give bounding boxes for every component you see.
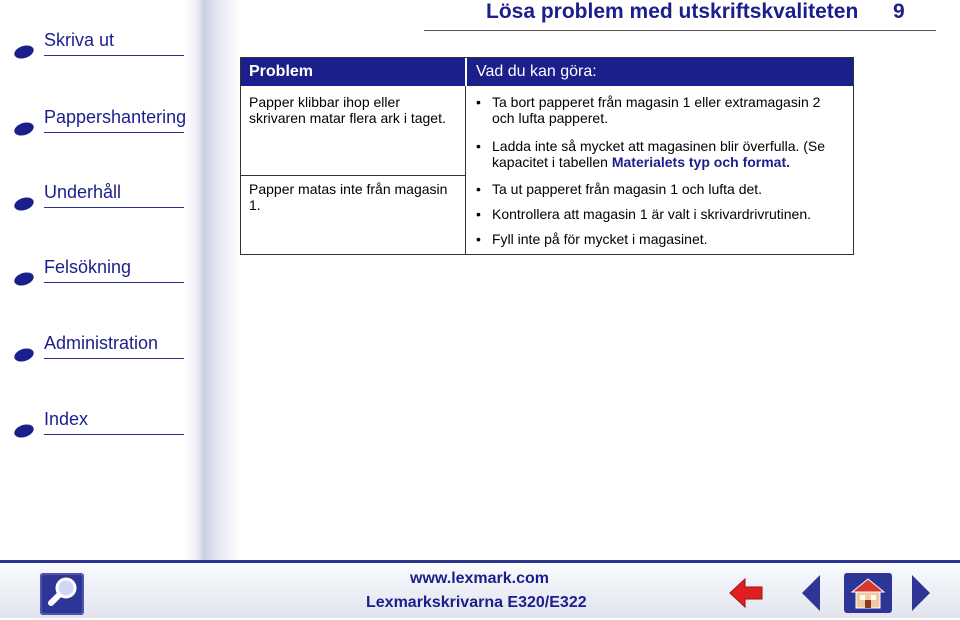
divider xyxy=(44,207,184,208)
action-item xyxy=(492,138,852,170)
troubleshooting-table xyxy=(240,57,854,255)
action-item: • Ta ut papperet från magasin 1 och lufta det. xyxy=(492,181,837,197)
bullet-icon xyxy=(13,422,36,440)
sidebar-item-pappershantering[interactable] xyxy=(14,107,187,147)
sidebar-item-label: Administration xyxy=(44,333,159,353)
divider xyxy=(44,434,184,435)
sidebar-item-label: Skriva ut xyxy=(44,30,115,50)
footer-model: Lexmarkskrivarna E320/E322 xyxy=(366,594,587,611)
next-page-icon xyxy=(910,573,932,613)
action-text: Ladda inte så mycket att magasinen blir överfulla. (Se kapacitet i tabellen xyxy=(492,138,826,170)
sidebar xyxy=(0,0,240,560)
search-button[interactable] xyxy=(40,573,84,615)
action-item: • Ta bort papperet från magasin 1 eller extramagasin 2 och lufta papperet. xyxy=(492,94,837,126)
problem-cell: Papper matas inte från magasin 1. xyxy=(249,181,448,213)
row-divider xyxy=(241,175,465,176)
header-divider xyxy=(424,30,936,31)
action-item: • Fyll inte på för mycket i magasinet. xyxy=(492,231,837,247)
previous-page-button[interactable] xyxy=(800,573,822,613)
next-page-button[interactable] xyxy=(910,573,932,613)
divider xyxy=(44,358,184,359)
sidebar-item-index[interactable] xyxy=(14,409,184,449)
footer-url-link[interactable]: www.lexmark.com xyxy=(410,570,550,587)
sidebar-item-underhall[interactable] xyxy=(14,182,184,222)
action-item: • Kontrollera att magasin 1 är valt i skrivardrivrutinen. xyxy=(492,206,837,222)
back-button[interactable] xyxy=(728,575,764,611)
column-header-problem: Problem xyxy=(241,58,465,86)
search-icon xyxy=(40,573,84,615)
bullet-icon xyxy=(13,195,36,213)
materials-link[interactable]: Materialets typ och format. xyxy=(611,154,791,170)
home-icon xyxy=(844,573,892,613)
divider xyxy=(44,282,184,283)
page-title: Lösa problem med utskriftskvaliteten xyxy=(486,0,859,23)
page-number: 9 xyxy=(893,0,905,23)
sidebar-item-administration[interactable] xyxy=(14,333,184,373)
back-arrow-icon xyxy=(728,575,764,611)
sidebar-item-label: Pappershantering xyxy=(44,107,187,127)
sidebar-item-skriva-ut[interactable] xyxy=(14,30,184,70)
bullet-icon xyxy=(13,43,36,61)
bullet-icon xyxy=(13,270,36,288)
sidebar-item-label: Underhåll xyxy=(44,182,122,202)
bullet-icon xyxy=(13,120,36,138)
problem-cell: Papper klibbar ihop eller skrivaren matar flera ark i taget. xyxy=(249,94,446,126)
bullet-icon xyxy=(13,346,36,364)
previous-page-icon xyxy=(800,573,822,613)
sidebar-item-felsokning[interactable] xyxy=(14,257,184,297)
divider xyxy=(44,55,184,56)
column-divider xyxy=(465,86,466,254)
sidebar-item-label: Felsökning xyxy=(44,257,132,277)
home-button[interactable] xyxy=(844,573,892,613)
divider xyxy=(44,132,184,133)
column-header-action: Vad du kan göra: xyxy=(466,58,853,86)
sidebar-item-label: Index xyxy=(44,409,89,429)
